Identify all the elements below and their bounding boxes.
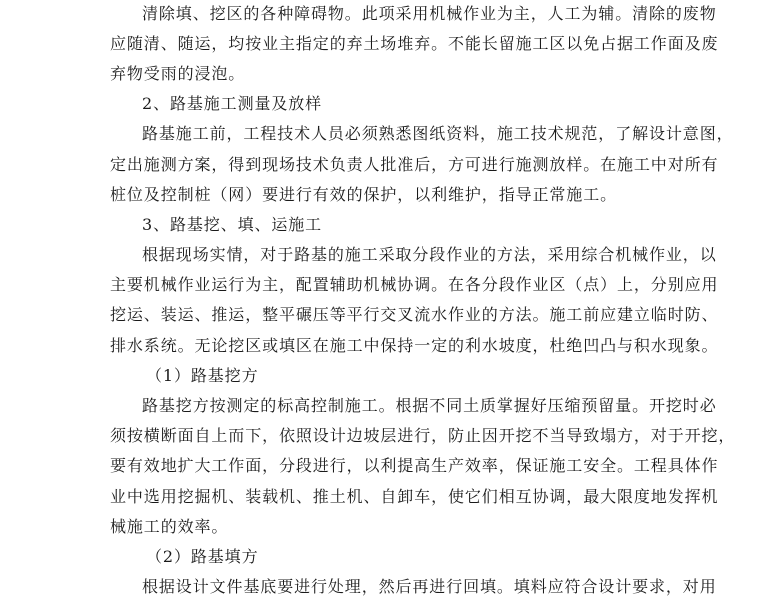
paragraph-line: 弃物受雨的浸泡。	[110, 64, 246, 83]
paragraph-line: 清除填、挖区的各种障碍物。此项采用机械作业为主，人工为辅。清除的废物	[142, 4, 717, 23]
paragraph-line: 业中选用挖掘机、装载机、推土机、自卸车，使它们相互协调，最大限度地发挥机	[110, 487, 719, 506]
paragraph-line: 应随清、随运，均按业主指定的弃土场堆弃。不能长留施工区以免占据工作面及废	[110, 34, 719, 53]
paragraph-line: 路基挖方按测定的标高控制施工。根据不同土质掌握好压缩预留量。开挖时必	[142, 396, 717, 415]
section-heading: 2、路基施工测量及放样	[142, 94, 323, 113]
paragraph-line: 定出施测方案，得到现场技术负责人批准后，方可进行施测放样。在施工中对所有	[110, 155, 719, 174]
subsection-heading: （2）路基填方	[146, 547, 259, 566]
section-heading: 3、路基挖、填、运施工	[142, 215, 323, 234]
paragraph-line: 桩位及控制桩（网）要进行有效的保护，以利维护，指导正常施工。	[110, 185, 618, 204]
paragraph-line: 路基施工前，工程技术人员必须熟悉图纸资料，施工技术规范，了解设计意图，	[142, 124, 734, 143]
paragraph-line: 要有效地扩大工作面，分段进行，以利提高生产效率，保证施工安全。工程具体作	[110, 456, 719, 475]
paragraph-line: 排水系统。无论挖区或填区在施工中保持一定的利水坡度，杜绝凹凸与积水现象。	[110, 336, 719, 355]
paragraph-line: 挖运、装运、推运，整平碾压等平行交叉流水作业的方法。施工前应建立临时防、	[110, 305, 719, 324]
paragraph-line: 须按横断面自上而下，依照设计边坡层进行，防止因开挖不当导致塌方，对于开挖，	[110, 426, 736, 445]
paragraph-line: 根据设计文件基底要进行处理，然后再进行回填。填料应符合设计要求，对用	[142, 577, 717, 596]
paragraph-line: 根据现场实情，对于路基的施工采取分段作业的方法，采用综合机械作业，以	[142, 245, 717, 264]
paragraph-line: 械施工的效率。	[110, 517, 229, 536]
paragraph-line: 主要机械作业运行为主，配置辅助机械协调。在各分段作业区（点）上，分别应用	[110, 275, 719, 294]
subsection-heading: （1）路基挖方	[146, 366, 259, 385]
